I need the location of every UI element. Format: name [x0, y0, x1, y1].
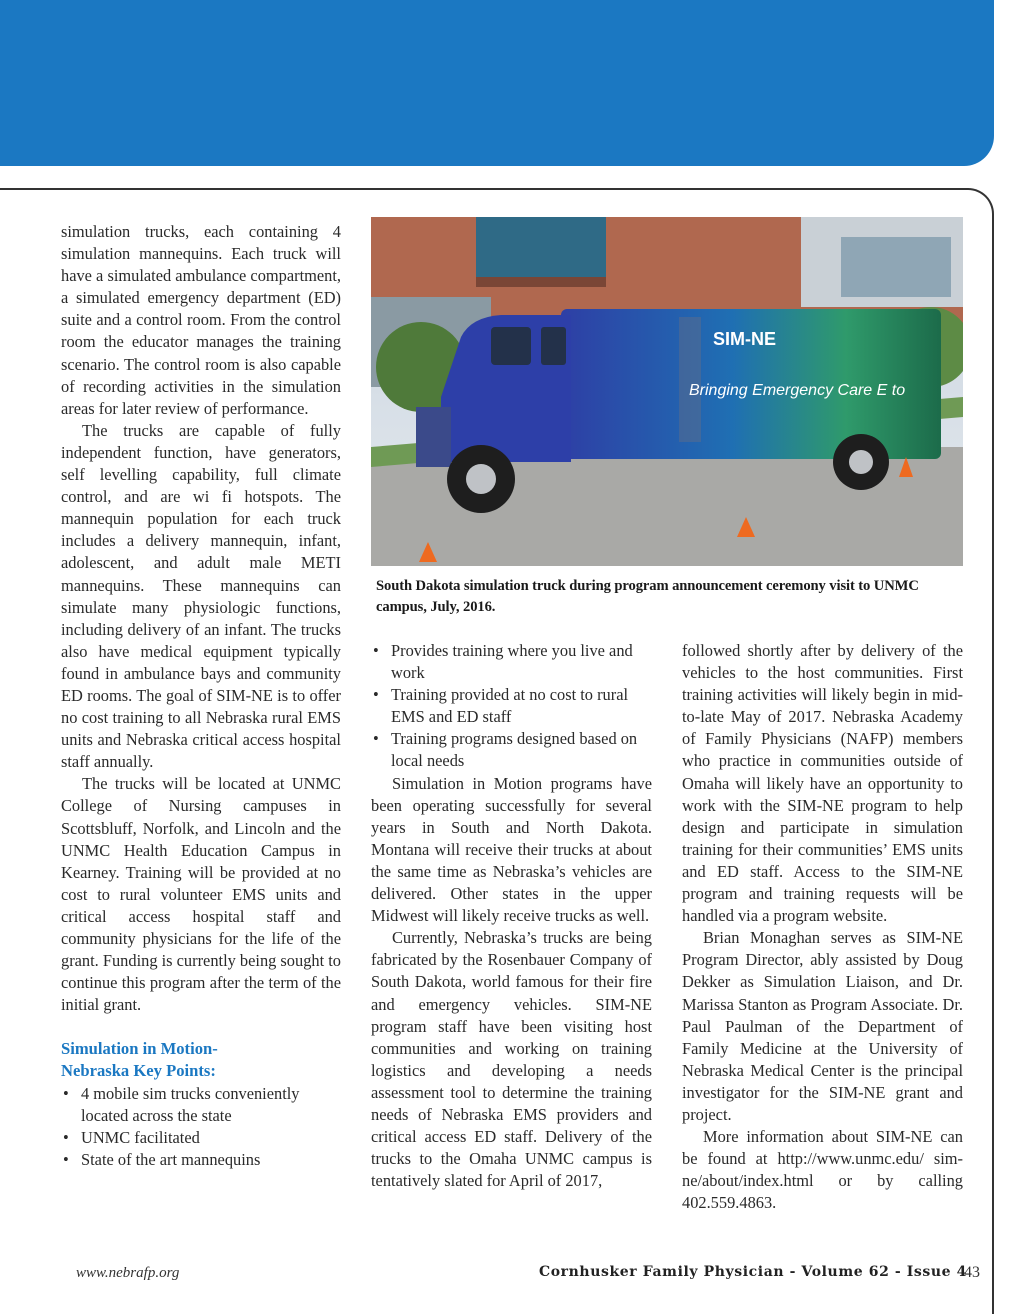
list-item: • Training provided at no cost to rural EMS and ED staff [371, 684, 652, 728]
list-item: • Training programs designed based on local needs [371, 728, 652, 772]
key-points-list [61, 1083, 341, 1171]
truck-slogan-text: Bringing Emergency Care E to [689, 382, 906, 399]
benefits-list [371, 640, 652, 773]
key-points-heading: Simulation in Motion- Nebraska Key Points: [61, 1039, 218, 1081]
paragraph: The trucks will be located at UNMC College of Nursing campuses in Scottsbluff, Norfolk, and Lincoln and the UNMC Health Education Campus in Kearney. Training will be provided at no cost to rural volunteer EMS units and critical access hospital staff and community physicians for the life of the grant. Funding is currently being sought to continue this program after the term of the initial grant. [61, 774, 341, 1015]
list-item: • 4 mobile sim trucks conveniently located across the state [61, 1083, 341, 1127]
article-column-2 [371, 640, 652, 1192]
article-column-1 [61, 221, 341, 1171]
paragraph: Simulation in Motion programs have been operating successfully for several years in South and North Dakota. Montana will receive their trucks at about the same time as Nebraska’s vehicles are delivered. Other states in the upper Midwest will likely receive trucks as well. [371, 773, 652, 926]
photo-caption: South Dakota simulation truck during program announcement ceremony visit to UNMC campus, July, 2016. [376, 578, 919, 615]
footer-website-link[interactable]: www.nebrafp.org [76, 1265, 180, 1281]
paragraph: simulation trucks, each containing 4 simulation mannequins. Each truck will have a simulated ambulance compartment, a simulated emergency department (ED) suite and a control room. From the control room the educator manages the training scenario. The control room is also capable of recording activities in the simulation areas for later review of performance. [61, 222, 341, 418]
paragraph: More information about SIM-NE can be found at http://www.unmc.edu/ sim-ne/about/index.html or by calling 402.559.4863. [682, 1127, 963, 1213]
list-item: • UNMC facilitated [61, 1127, 341, 1149]
paragraph: The trucks are capable of fully independent function, have generators, self levelling capability, full climate control, and are wi fi hotspots. The mannequin population for each truck includes a delivery mannequin, infant, adolescent, and adult male METI mannequins. These mannequins can simulate many physiologic functions, including delivery of an infant. The trucks also have medical equipment typically found in ambulance bays and community ED rooms. The goal of SIM-NE is to offer no cost training to all Nebraska rural EMS units and Nebraska critical access hospital staff annually. [61, 420, 341, 772]
truck-logo-text: SIM-NE [713, 329, 776, 349]
footer-publication-title: Cornhusker Family Physician - Volume 62 - Issue 4 [539, 1264, 967, 1280]
paragraph: Currently, Nebraska’s trucks are being fabricated by the Rosenbauer Company of South Dakota, world famous for their fire and emergency vehicles. SIM-NE program staff have been visiting host communities and working on training logistics and developing a needs assessment tool to determine the training needs of Nebraska EMS providers and critical access ED staff. Delivery of the trucks to the Omaha UNMC campus is tentatively slated for April of 2017, [371, 928, 652, 1191]
list-item: • State of the art mannequins [61, 1149, 341, 1171]
article-column-3 [682, 640, 963, 1214]
paragraph: Brian Monaghan serves as SIM-NE Program Director, ably assisted by Doug Dekker as Simulation Liaison, and Dr. Marissa Stanton as Program Associate. Dr. Paul Paulman of the Department of Family Medicine at the University of Nebraska Medical Center is the principal investigator for the SIM-NE grant and project. [682, 928, 963, 1124]
truck-photo [371, 217, 963, 566]
header-banner [0, 0, 994, 166]
list-item: • Provides training where you live and work [371, 640, 652, 684]
page-number: 43 [964, 1264, 980, 1281]
paragraph: followed shortly after by delivery of the vehicles to the host communities. First training activities will likely begin in mid-to-late May of 2017. Nebraska Academy of Family Physicians (NAFP) members who practice in communities outside of Omaha will likely have an opportunity to work with the SIM-NE program to help design and participate in simulation training for their communities’ EMS units and ED staff. Access to the SIM-NE program and training requests will be handled via a program website. [682, 641, 963, 926]
